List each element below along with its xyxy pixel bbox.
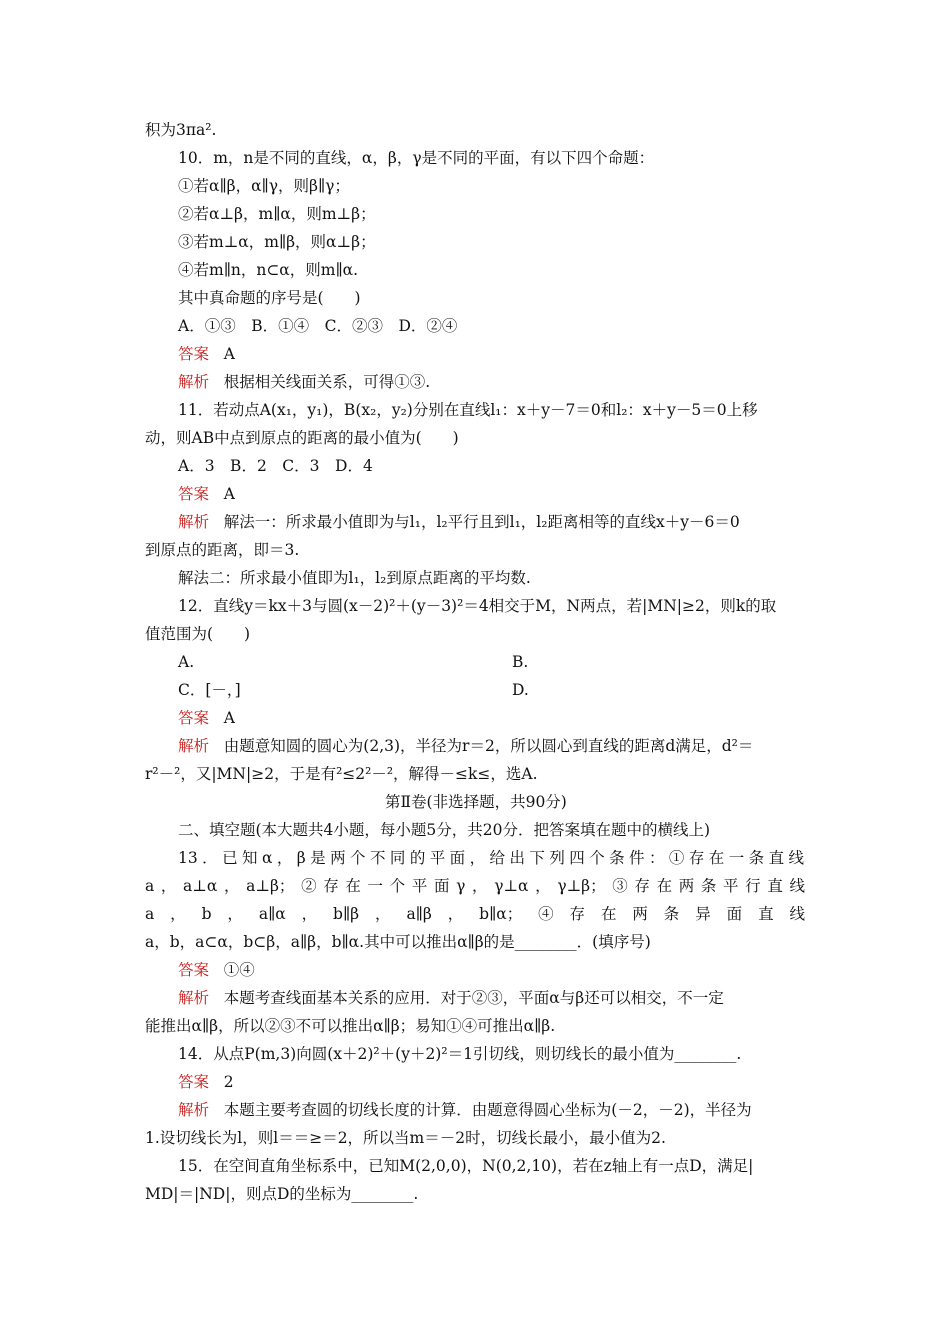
analysis-line <box>178 1100 752 1120</box>
option-c: C．[－，] <box>178 681 241 699</box>
analysis-label: 解析 <box>178 373 210 391</box>
option-d: D. <box>512 681 529 699</box>
analysis-text-cont: 能推出α∥β，所以②③不可以推出α∥β；易知①④可推出α∥β. <box>145 1017 556 1035</box>
analysis-label: 解析 <box>178 989 210 1007</box>
answer-value: A <box>223 345 235 363</box>
answer-line <box>178 1072 234 1092</box>
option-b: B. <box>512 653 529 671</box>
answer-value: A <box>223 485 235 503</box>
analysis-text: 根据相关线面关系，可得①③. <box>223 373 431 391</box>
proposition-3: ③若m⊥α，m∥β，则α⊥β； <box>178 233 376 251</box>
question-13-line-2: a，a⊥α，a⊥β；②存在一个平面γ，γ⊥α，γ⊥β；③存在两条平行直线 <box>145 877 805 895</box>
answer-line <box>178 344 235 364</box>
question-13-line-3: a，b，a∥α，b∥β，a∥β，b∥α；④存在两条异面直线 <box>145 905 805 923</box>
answer-line <box>178 484 235 504</box>
question-12-stem: 12．直线y＝kx＋3与圆(x－2)²＋(y－3)²＝4相交于M，N两点，若|MN|≥2，则k的取 <box>178 597 777 615</box>
analysis-method-2: 解法二：所求最小值即为l₁，l₂到原点距离的平均数. <box>178 569 531 587</box>
analysis-label: 解析 <box>178 737 210 755</box>
options: A．3 B．2 C．3 D．4 <box>178 457 373 475</box>
analysis-text-cont: 1.设切线长为l，则l＝＝≥＝2，所以当m＝－2时，切线长最小，最小值为2. <box>145 1129 666 1147</box>
section-instructions: 二、填空题(本大题共4小题，每小题5分，共20分．把答案填在题中的横线上) <box>178 821 711 839</box>
question-14-stem: 14．从点P(m,3)向圆(x＋2)²＋(y＋2)²＝1引切线，则切线长的最小值为________. <box>178 1045 742 1063</box>
question-13-line-4: a，b，a⊂α，b⊂β，a∥β，b∥α.其中可以推出α∥β的是________．(填序号) <box>145 933 651 951</box>
answer-value: ①④ <box>223 961 255 979</box>
proposition-4: ④若m∥n，n⊂α，则m∥α. <box>178 261 359 279</box>
question-prompt: 其中真命题的序号是( ) <box>178 289 361 307</box>
analysis-text-cont: r²－²，又|MN|≥2，于是有²≤2²－²，解得－≤k≤，选A. <box>145 765 538 783</box>
answer-label: 答案 <box>178 961 210 979</box>
answer-line <box>178 960 255 980</box>
answer-label: 答案 <box>178 345 210 363</box>
analysis-text-cont: 到原点的距离，即＝3. <box>145 541 300 559</box>
analysis-label: 解析 <box>178 1101 210 1119</box>
analysis-text: 本题考查线面基本关系的应用．对于②③，平面α与β还可以相交，不一定 <box>223 989 724 1007</box>
section-heading: 第Ⅱ卷(非选择题，共90分) <box>385 793 567 811</box>
question-11-stem: 11．若动点A(x₁，y₁)，B(x₂，y₂)分别在直线l₁：x＋y－7＝0和l₂：x＋y－5＝0上移 <box>178 401 758 419</box>
text-line: 积为3πa². <box>145 121 217 139</box>
analysis-line <box>178 988 724 1008</box>
analysis-label: 解析 <box>178 513 210 531</box>
answer-label: 答案 <box>178 1073 210 1091</box>
analysis-line <box>178 736 753 756</box>
answer-label: 答案 <box>178 485 210 503</box>
question-11-stem-cont: 动，则AB中点到原点的距离的最小值为( ) <box>145 429 459 447</box>
options: A．①③ B．①④ C．②③ D．②④ <box>178 317 458 335</box>
question-13-stem: 13．已知α，β是两个不同的平面，给出下列四个条件：①存在一条直线 <box>178 849 804 867</box>
analysis-text: 解法一：所求最小值即为与l₁，l₂平行且到l₁，l₂距离相等的直线x＋y－6＝0 <box>223 513 740 531</box>
analysis-text: 由题意知圆的圆心为(2,3)，半径为r＝2，所以圆心到直线的距离d满足，d²＝ <box>223 737 754 755</box>
question-15-stem-cont: MD|＝|ND|，则点D的坐标为________. <box>145 1185 419 1203</box>
answer-line <box>178 708 235 728</box>
analysis-line <box>178 372 430 392</box>
answer-value: A <box>223 709 235 727</box>
option-a: A. <box>178 653 195 671</box>
answer-value: 2 <box>223 1073 234 1091</box>
question-15-stem: 15．在空间直角坐标系中，已知M(2,0,0)，N(0,2,10)，若在z轴上有一点D，满足| <box>178 1157 754 1175</box>
answer-label: 答案 <box>178 709 210 727</box>
analysis-line <box>178 512 740 532</box>
analysis-text: 本题主要考查圆的切线长度的计算．由题意得圆心坐标为(－2，－2)，半径为 <box>223 1101 752 1119</box>
question-12-stem-cont: 值范围为( ) <box>145 625 251 643</box>
question-10-stem: 10．m，n是不同的直线，α，β，γ是不同的平面，有以下四个命题： <box>178 149 655 167</box>
proposition-2: ②若α⊥β，m∥α，则m⊥β； <box>178 205 376 223</box>
proposition-1: ①若α∥β，α∥γ，则β∥γ； <box>178 177 350 195</box>
